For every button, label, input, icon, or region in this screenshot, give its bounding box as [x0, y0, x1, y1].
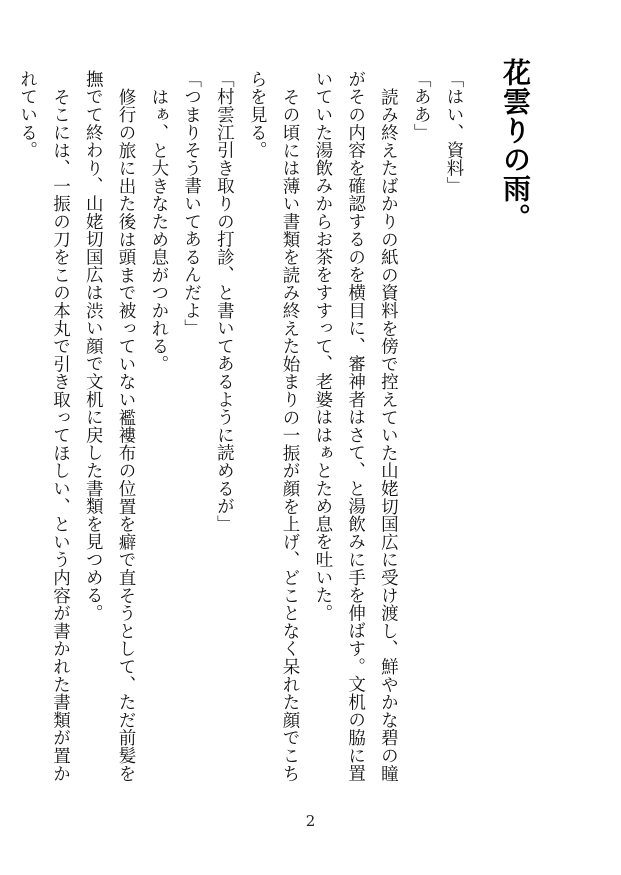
- paragraph-narration-2: その頃には薄い書類を読み終えた始まりの一振が顔を上げ、どことなく呆れた顔でこちらを見る。: [247, 70, 301, 782]
- paragraph-dialogue-3: 「村雲江引き取りの打診、と書いてあるように読めるが」: [214, 70, 235, 533]
- paragraph-dialogue-2: 「ああ」: [411, 70, 432, 142]
- paragraph-narration-1: 読み終えたばかりの紙の資料を傍で控えていた山姥切国広に受け渡し、鮮やかな碧の瞳がその内容を確認するのを横目に、審神者はさて、と湯飲みに手を伸ばす。文机の脇に置いていた湯飲みからお茶をすすって、老婆ははぁとため息を吐いた。: [312, 70, 399, 782]
- paragraph-dialogue-1: 「はい、資料」: [444, 70, 464, 195]
- paragraph-narration-4: 修行の旅に出た後は頭まで被っていない襤褸布の位置を癖で直そうとして、ただ前髪を撫でて終わり、山姥切国広は渋い顔で文机に戻した書類を見つめる。: [83, 70, 137, 782]
- story-title: 花雲りの雨。: [499, 58, 532, 232]
- paragraph-narration-3: はぁ、と大きなため息がつかれる。: [148, 87, 169, 373]
- page-number: 2: [305, 812, 316, 830]
- paragraph-dialogue-4: 「つまりそう書いてあるんだよ」: [181, 70, 202, 337]
- story-body: [17, 70, 470, 790]
- paragraph-narration-5: そこには、一振の刀をこの本丸で引き取ってほしい、という内容が書かれた書類が置かれている。: [17, 70, 71, 782]
